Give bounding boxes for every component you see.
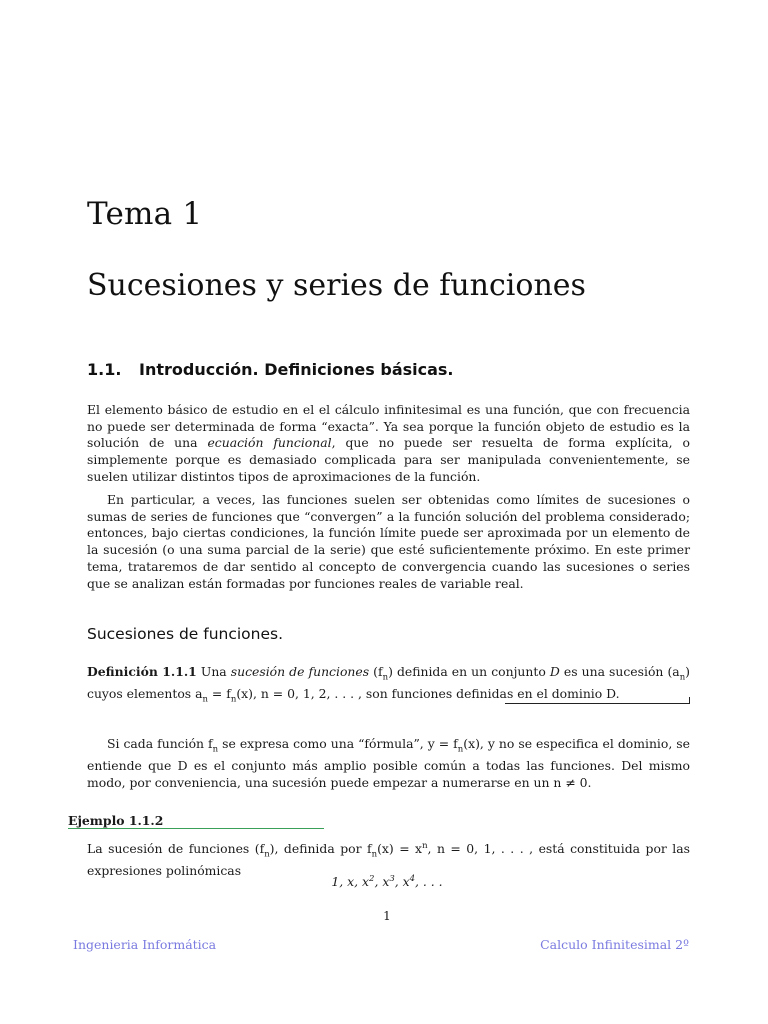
def-domain-symbol: D [549,664,560,679]
p3-text-b: se expresa como una “fórmula”, y = f [218,736,458,751]
chapter-label: Tema 1 [87,196,203,232]
footer-left: Ingenieria Informática [73,937,217,952]
ex-sup-1: n [422,841,428,851]
p3-sub-2: n [457,744,464,755]
formula-exp-3: 3 [389,874,395,884]
subsection-title: Sucesiones de funciones. [87,625,284,643]
ex-sub-1: n [264,849,270,860]
def-sub-1: n [382,672,389,683]
formula-part-1: 1, x, x [331,874,370,890]
def-text-6: = f [207,686,231,702]
ex-text-d: , n = 0, 1, . . . , está constituida por las expresiones polinómicas [87,841,691,879]
paragraph-3 [87,736,690,792]
page-number: 1 [383,909,391,923]
p3-sub-1: n [212,744,219,755]
def-emphasis: sucesión de funciones [230,664,370,679]
def-text-3: ) definida en un conjunto [388,664,550,679]
formula-part-2: , x [374,874,390,890]
example-rule [68,828,324,829]
intro-p1-emphasis: ecuación funcional [207,435,332,451]
p3-text-a: Si cada función f [107,736,213,751]
def-text-2: (f [369,664,383,679]
formula-part-3: , x [394,874,410,890]
intro-p2-text: En particular, a veces, las funciones suelen ser obtenidas como límites de sucesiones o sumas de series de funciones que “convergen” a la función solución del problema considerado; entonces, bajo ciertas condiciones, la función límite puede ser aproximada por un elemento de la sucesión (o una suma parcial de la serie) que esté suficientemente próximo. En este primer tema, trataremos de dar sentido al concepto de convergencia cuando las sucesiones o series que se analizan están formadas por funciones reales de variable real. [87,492,690,591]
section-heading [87,360,454,379]
section-title: Introducción. Definiciones básicas. [139,360,454,379]
intro-p1-text-b: , que no puede ser resuelta de forma explícita, o simplemente porque es demasiado complicada para ser manipulada convenientemente, se suelen utilizar distintos tipos de aproximaciones de la función. [87,435,690,484]
definition-label: Definición 1.1.1 [87,664,197,679]
intro-paragraph-2 [87,492,690,592]
intro-p1-text-a: El elemento básico de estudio en el el cálculo infinitesimal es una función, que con frecuencia no puede ser determinada de forma “exacta”. Ya sea porque la función objeto de estudio es la solución de una [87,402,690,451]
formula-exp-2: 2 [369,874,375,884]
def-text-4: es una sucesión (a [559,664,680,679]
p3-text-c: (x), y no se especifica el dominio, se entiende que D es el conjunto más amplio posible común a todas las funciones. Del mismo modo, por conveniencia, una sucesión puede empezar a numerarse en un n ≠ 0. [87,736,690,790]
section-number: 1.1. [87,360,122,379]
def-text-5: ) cuyos elementos a [87,664,691,702]
formula-part-4: , . . . [415,874,443,890]
def-sub-4: n [230,694,237,705]
ex-text-a: La sucesión de funciones (f [87,841,265,857]
footer-right: Calculo Infinitesimal 2º [540,937,689,952]
intro-paragraph-1 [87,402,690,486]
example-label: Ejemplo 1.1.2 [68,813,164,828]
formula-exp-4: 4 [409,874,416,884]
ex-sub-2: n [371,849,378,860]
def-sub-3: n [202,694,208,705]
definition-end-mark [505,697,690,704]
def-sub-2: n [679,672,686,683]
polynomial-formula [0,874,768,889]
ex-text-b: ), definida por f [269,841,372,857]
def-text-1: Una [196,664,231,679]
chapter-title: Sucesiones y series de funciones [87,268,586,303]
def-text-7: (x), n = 0, 1, 2, . . . , son funciones definidas en el dominio D. [236,686,620,702]
ex-text-c: (x) = x [377,841,423,857]
